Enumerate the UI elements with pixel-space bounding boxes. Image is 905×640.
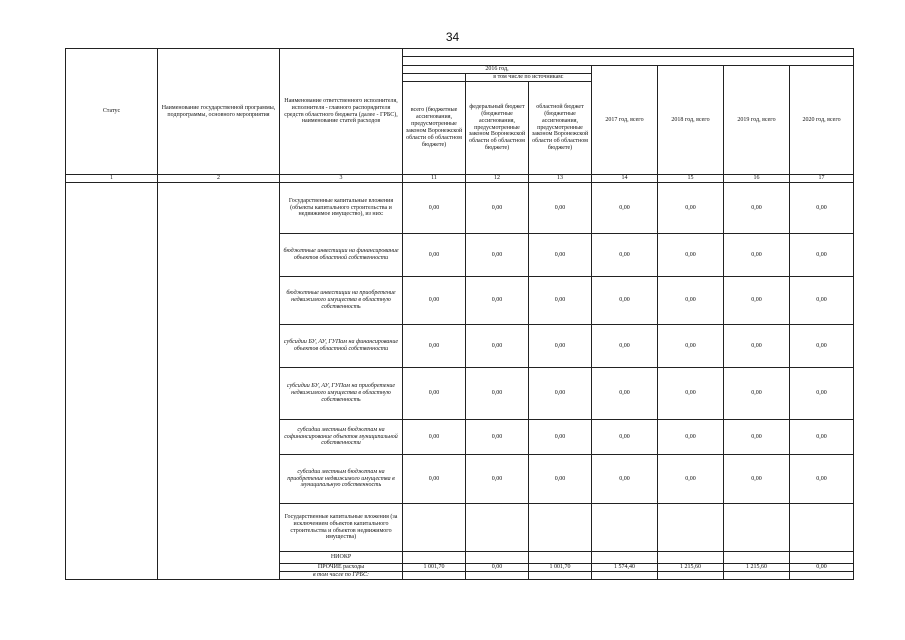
value-cell: 0,00 <box>724 325 790 368</box>
value-cell: 0,00 <box>658 234 724 277</box>
value-cell: 1 001,70 <box>403 564 466 572</box>
row-label: субсидии местным бюджетам на приобретение недвижимого имущества в муниципальную собственность <box>280 455 403 504</box>
column-number: 1 <box>66 175 158 183</box>
value-cell: 0,00 <box>466 234 529 277</box>
value-cell: 0,00 <box>724 183 790 234</box>
value-cell: 0,00 <box>403 325 466 368</box>
row-label: Государственные капитальные вложения (за исключением объектов капитального строительства и объектов недвижимого имущества) <box>280 504 403 552</box>
row-label: бюджетные инвестиции на приобретение недвижимого имущества в областную собственность <box>280 277 403 325</box>
value-cell: 0,00 <box>592 455 658 504</box>
value-cell: 0,00 <box>466 420 529 455</box>
value-cell: 0,00 <box>529 325 592 368</box>
value-cell <box>529 572 592 580</box>
value-cell: 0,00 <box>466 368 529 420</box>
header-2020: 2020 год, всего <box>790 66 854 175</box>
row-label: субсидии местным бюджетам на софинансирование объектов муниципальной собственности <box>280 420 403 455</box>
value-cell: 1 215,60 <box>658 564 724 572</box>
row-label: Государственные капитальные вложения (объекты капитального строительства и недвижимое имущество), из них: <box>280 183 403 234</box>
value-cell: 0,00 <box>403 183 466 234</box>
row-label: субсидии БУ, АУ, ГУПам на финансирование объектов областной собственности <box>280 325 403 368</box>
value-cell: 0,00 <box>790 234 854 277</box>
header-federal: федеральный бюджет (бюджетные ассигнования, предусмотренные законом Воронежской области об областном бюджете) <box>466 82 529 175</box>
value-cell: 0,00 <box>658 420 724 455</box>
value-cell: 1 215,60 <box>724 564 790 572</box>
header-regional: областной бюджет (бюджетные ассигнования, предусмотренные законом Воронежской области об областном бюджете) <box>529 82 592 175</box>
column-number: 11 <box>403 175 466 183</box>
value-cell: 0,00 <box>403 420 466 455</box>
value-cell: 0,00 <box>529 277 592 325</box>
value-cell: 0,00 <box>592 325 658 368</box>
column-number: 13 <box>529 175 592 183</box>
value-cell: 0,00 <box>466 455 529 504</box>
header-blank-2 <box>403 57 854 66</box>
value-cell: 0,00 <box>592 277 658 325</box>
row-label: НИОКР <box>280 552 403 564</box>
header-blank-1 <box>403 49 854 57</box>
header-total-2016: всего (бюджетные ассигнования, предусмотренные законом Воронежской области об областном бюджете) <box>403 82 466 175</box>
value-cell: 0,00 <box>592 234 658 277</box>
value-cell <box>529 504 592 552</box>
value-cell: 0,00 <box>790 564 854 572</box>
value-cell: 0,00 <box>790 183 854 234</box>
value-cell <box>790 552 854 564</box>
header-2017: 2017 год, всего <box>592 66 658 175</box>
value-cell: 0,00 <box>790 368 854 420</box>
value-cell: 0,00 <box>529 368 592 420</box>
value-cell <box>403 504 466 552</box>
header-total-blank <box>403 74 466 82</box>
value-cell: 0,00 <box>724 368 790 420</box>
value-cell: 0,00 <box>466 325 529 368</box>
row-label: в том числе по ГРБС: <box>280 572 403 580</box>
value-cell <box>466 552 529 564</box>
header-status: Статус <box>66 49 158 175</box>
value-cell: 0,00 <box>592 420 658 455</box>
value-cell <box>592 552 658 564</box>
value-cell: 0,00 <box>724 277 790 325</box>
column-number: 3 <box>280 175 403 183</box>
value-cell <box>658 504 724 552</box>
budget-table <box>65 48 854 580</box>
value-cell: 0,00 <box>658 368 724 420</box>
value-cell <box>403 572 466 580</box>
value-cell: 0,00 <box>790 325 854 368</box>
value-cell <box>658 572 724 580</box>
value-cell <box>466 572 529 580</box>
status-cell <box>66 183 158 580</box>
header-by-sources: в том числе по источникам: <box>466 74 592 82</box>
value-cell: 0,00 <box>724 420 790 455</box>
value-cell: 0,00 <box>403 277 466 325</box>
value-cell: 0,00 <box>724 455 790 504</box>
column-number: 15 <box>658 175 724 183</box>
value-cell: 0,00 <box>529 420 592 455</box>
value-cell: 0,00 <box>658 183 724 234</box>
row-label: ПРОЧИЕ расходы <box>280 564 403 572</box>
value-cell: 1 574,40 <box>592 564 658 572</box>
column-number: 17 <box>790 175 854 183</box>
value-cell <box>592 572 658 580</box>
header-2019: 2019 год, всего <box>724 66 790 175</box>
value-cell: 0,00 <box>529 183 592 234</box>
value-cell: 1 001,70 <box>529 564 592 572</box>
column-number: 16 <box>724 175 790 183</box>
value-cell <box>592 504 658 552</box>
value-cell: 0,00 <box>466 277 529 325</box>
value-cell: 0,00 <box>790 277 854 325</box>
header-year-2016: 2016 год, <box>403 66 592 74</box>
value-cell <box>724 504 790 552</box>
header-program-name: Наименование государственной программы, подпрограммы, основного мероприятия <box>158 49 280 175</box>
value-cell: 0,00 <box>658 325 724 368</box>
value-cell <box>724 572 790 580</box>
value-cell: 0,00 <box>790 455 854 504</box>
value-cell: 0,00 <box>658 455 724 504</box>
value-cell <box>724 552 790 564</box>
value-cell: 0,00 <box>658 277 724 325</box>
value-cell: 0,00 <box>403 234 466 277</box>
row-label: субсидии БУ, АУ, ГУПам на приобретение недвижимого имущества в областную собственность <box>280 368 403 420</box>
value-cell <box>790 572 854 580</box>
value-cell: 0,00 <box>403 455 466 504</box>
value-cell: 0,00 <box>592 368 658 420</box>
value-cell <box>466 504 529 552</box>
page-number: 34 <box>445 30 460 44</box>
row-label: бюджетные инвестиции на финансирование объектов областной собственности <box>280 234 403 277</box>
column-number: 2 <box>158 175 280 183</box>
value-cell: 0,00 <box>724 234 790 277</box>
value-cell: 0,00 <box>790 420 854 455</box>
program-name-cell <box>158 183 280 580</box>
value-cell <box>790 504 854 552</box>
header-executor: Наименование ответственного исполнителя, исполнителя - главного распорядителя средств областного бюджета (далее - ГРБС), наименование статей расходов <box>280 49 403 175</box>
header-2018: 2018 год, всего <box>658 66 724 175</box>
value-cell: 0,00 <box>592 183 658 234</box>
column-number: 12 <box>466 175 529 183</box>
value-cell: 0,00 <box>466 183 529 234</box>
value-cell <box>529 552 592 564</box>
column-number: 14 <box>592 175 658 183</box>
value-cell: 0,00 <box>529 234 592 277</box>
value-cell: 0,00 <box>529 455 592 504</box>
value-cell <box>403 552 466 564</box>
value-cell <box>658 552 724 564</box>
value-cell: 0,00 <box>466 564 529 572</box>
value-cell: 0,00 <box>403 368 466 420</box>
